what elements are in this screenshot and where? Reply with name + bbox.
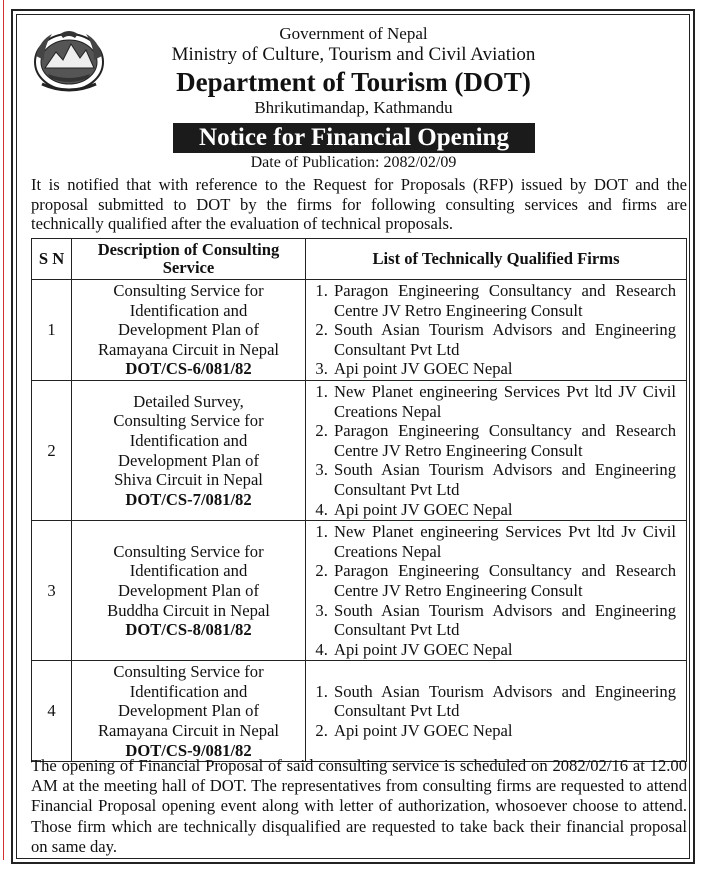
ministry-name: Ministry of Culture, Tourism and Civil Aviation [171, 44, 536, 65]
row-serial: 3 [32, 521, 72, 661]
table-header-row [32, 239, 687, 280]
table-row [32, 661, 687, 762]
service-description [72, 661, 306, 762]
qualified-firms-table [31, 238, 687, 762]
firm-item: 2. Api point JV GOEC Nepal [332, 721, 676, 741]
description-line: Ramayana Circuit in Nepal [97, 339, 280, 359]
firm-item: 2. Paragon Engineering Consultancy and Research Centre JV Retro Engineering Consult [332, 561, 676, 600]
government-name: Government of Nepal [279, 24, 428, 43]
description-line: Ramayana Circuit in Nepal [97, 721, 280, 741]
firm-item: 1. Paragon Engineering Consultancy and Research Centre JV Retro Engineering Consult [332, 281, 676, 320]
description-line: Identification and [129, 561, 248, 581]
qualified-firms [306, 280, 687, 381]
service-reference: DOT/CS-8/081/82 [125, 620, 252, 640]
description-line: Development Plan of [117, 701, 259, 721]
firm-item: 1. South Asian Tourism Advisors and Engineering Consultant Pvt Ltd [332, 682, 676, 721]
firm-item: 4. Api point JV GOEC Nepal [332, 500, 676, 520]
closing-paragraph: The opening of Financial Proposal of said consulting service is scheduled on 2082/02/16 at 12.00 AM at the meeting hall of DOT. The representatives from consulting firms are requested to attend Financial Proposal opening event along with letter of authorization, whosoever choose to attend. Those firm which are technically disqualified are requested to take back their financial proposal on same day. [31, 756, 687, 856]
table-row [32, 280, 687, 381]
firm-item: 3. South Asian Tourism Advisors and Engineering Consultant Pvt Ltd [332, 460, 676, 499]
firm-item: 1. New Planet engineering Services Pvt ltd Jv Civil Creations Nepal [332, 522, 676, 561]
description-line: Shiva Circuit in Nepal [114, 470, 263, 490]
publication-date: Date of Publication: 2082/02/09 [250, 154, 457, 171]
service-reference: DOT/CS-6/081/82 [125, 359, 252, 379]
row-serial: 4 [32, 661, 72, 762]
firm-item: 3. Api point JV GOEC Nepal [332, 359, 676, 379]
description-line: Development Plan of [117, 320, 259, 340]
department-name: Department of Tourism (DOT) [176, 67, 531, 97]
description-line: Consulting Service for [113, 281, 264, 300]
row-serial: 1 [32, 280, 72, 381]
description-line: Development Plan of [117, 580, 259, 600]
description-line: Development Plan of [117, 450, 259, 470]
page-margin-rule [3, 0, 4, 860]
service-reference: DOT/CS-9/081/82 [125, 740, 252, 760]
notice-title: Notice for Financial Opening [173, 123, 535, 153]
intro-paragraph: It is notified that with reference to the Request for Proposals (RFP) issued by DOT and the proposal submitted to DOT by the firms for following consulting services and firms are technically qualified after the evaluation of technical proposals. [31, 175, 687, 234]
description-line: Identification and [129, 300, 248, 320]
description-line: Consulting Service for [113, 411, 264, 431]
table-row [32, 380, 687, 520]
description-line: Buddha Circuit in Nepal [107, 600, 270, 620]
description-line: Identification and [129, 430, 248, 450]
service-description [72, 280, 306, 381]
column-header-sn: S N [32, 239, 72, 280]
firm-item: 4. Api point JV GOEC Nepal [332, 640, 676, 660]
firm-item: 1. New Planet engineering Services Pvt ltd JV Civil Creations Nepal [332, 382, 676, 421]
qualified-firms [306, 521, 687, 661]
description-line: Identification and [129, 681, 248, 701]
firm-item: 2. South Asian Tourism Advisors and Engineering Consultant Pvt Ltd [332, 320, 676, 359]
row-serial: 2 [32, 380, 72, 520]
firm-item: 2. Paragon Engineering Consultancy and Research Centre JV Retro Engineering Consult [332, 421, 676, 460]
qualified-firms [306, 661, 687, 762]
department-address: Bhrikutimandap, Kathmandu [254, 98, 453, 117]
table-row [32, 521, 687, 661]
service-reference: DOT/CS-7/081/82 [125, 489, 252, 509]
service-description [72, 380, 306, 520]
column-header-firms: List of Technically Qualified Firms [306, 239, 687, 280]
qualified-firms [306, 380, 687, 520]
column-header-description: Description of Consulting Service [72, 239, 306, 280]
description-line: Consulting Service for [113, 541, 264, 561]
service-description [72, 521, 306, 661]
firm-item: 3. South Asian Tourism Advisors and Engineering Consultant Pvt Ltd [332, 601, 676, 640]
description-line: Consulting Service for [113, 662, 264, 682]
description-line: Detailed Survey, [133, 391, 244, 411]
